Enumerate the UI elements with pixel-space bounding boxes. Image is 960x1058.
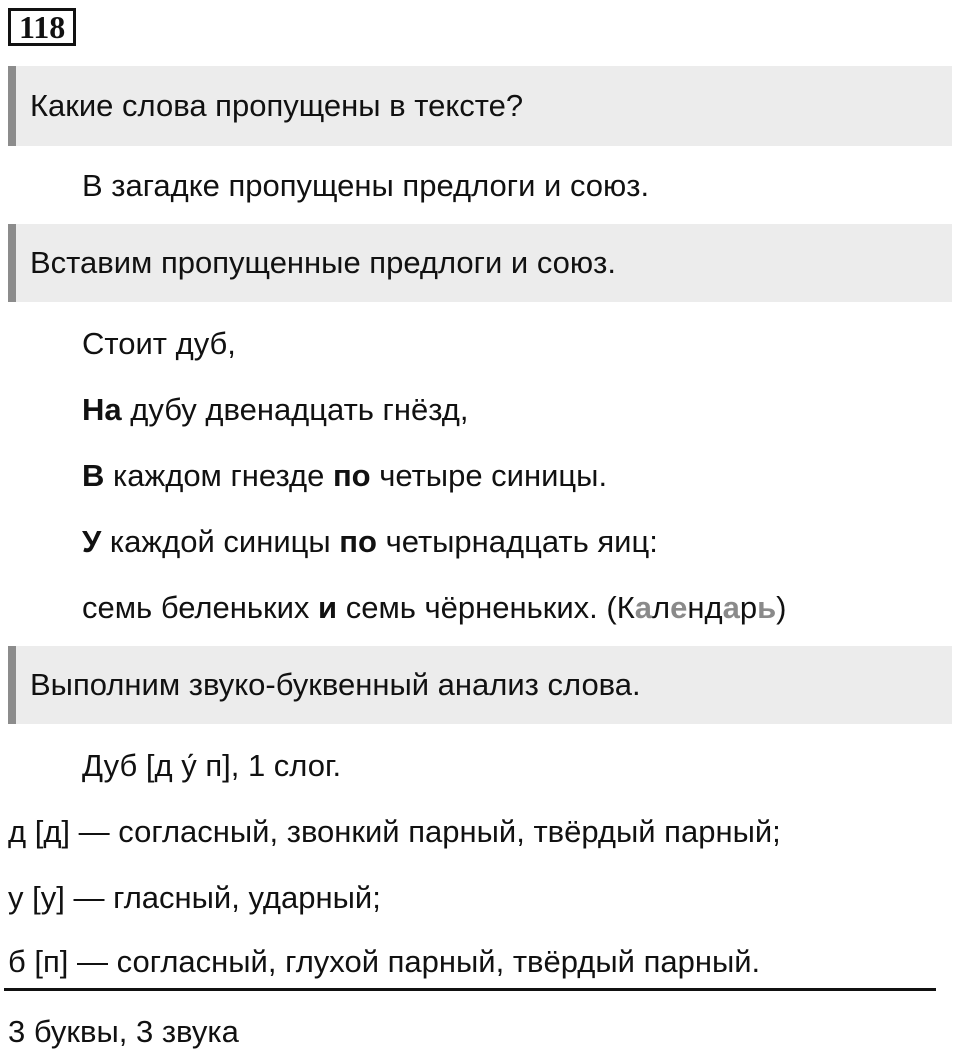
poem-line-4 <box>82 524 658 560</box>
poem-text: каждом гнезде <box>104 458 333 493</box>
poem-text: четырнадцать яиц: <box>376 524 658 559</box>
answer-1-text: В загадке пропущены предлоги и союз. <box>82 168 650 203</box>
preposition: В <box>82 458 105 493</box>
question-2-text: Вставим пропущенные предлоги и союз. <box>30 245 616 280</box>
answer-soft-sign: ь <box>757 590 777 625</box>
question-banner-3 <box>8 646 952 724</box>
analysis-line-d: д [д] — согласный, звонкий парный, твёрдый парный; <box>8 814 781 849</box>
poem-text: каждой синицы <box>101 524 340 559</box>
poem-text: четыре синицы. <box>370 458 608 493</box>
conjunction: и <box>318 590 338 625</box>
answer-letters: нд <box>687 590 723 625</box>
preposition: по <box>332 458 371 493</box>
answer-vowel: е <box>670 590 688 625</box>
poem-line-3 <box>82 458 607 494</box>
poem-text: дубу двенадцать гнёзд, <box>121 392 469 427</box>
poem-line-5 <box>82 590 786 626</box>
analysis-line-b: б [п] — согласный, глухой парный, твёрдый парный. <box>8 944 761 979</box>
question-3-text: Выполним звуко-буквенный анализ слова. <box>30 667 641 702</box>
question-1-text: Какие слова пропущены в тексте? <box>30 88 524 123</box>
answer-vowel: а <box>634 590 653 625</box>
preposition: по <box>339 524 377 559</box>
task-number: 118 <box>8 8 76 46</box>
analysis-line-u: у [у] — гласный, ударный; <box>8 880 381 915</box>
word-transcription: Дуб [д у́ п], 1 слог. <box>82 748 342 783</box>
answer-letters: л <box>652 590 671 625</box>
answer-vowel: а <box>722 590 740 625</box>
poem-text: ) <box>776 590 787 625</box>
divider <box>4 988 936 991</box>
poem-text: семь чёрненьких. (К <box>337 590 635 625</box>
preposition: На <box>82 392 122 427</box>
poem-line-1: Стоит дуб, <box>82 326 236 361</box>
poem-line-2 <box>82 392 468 428</box>
question-banner-2 <box>8 224 952 302</box>
summary-text: 3 буквы, 3 звука <box>8 1014 239 1049</box>
preposition: У <box>82 524 102 559</box>
answer-letters: р <box>739 590 758 625</box>
poem-text: семь беленьких <box>82 590 319 625</box>
question-banner-1 <box>8 66 952 146</box>
